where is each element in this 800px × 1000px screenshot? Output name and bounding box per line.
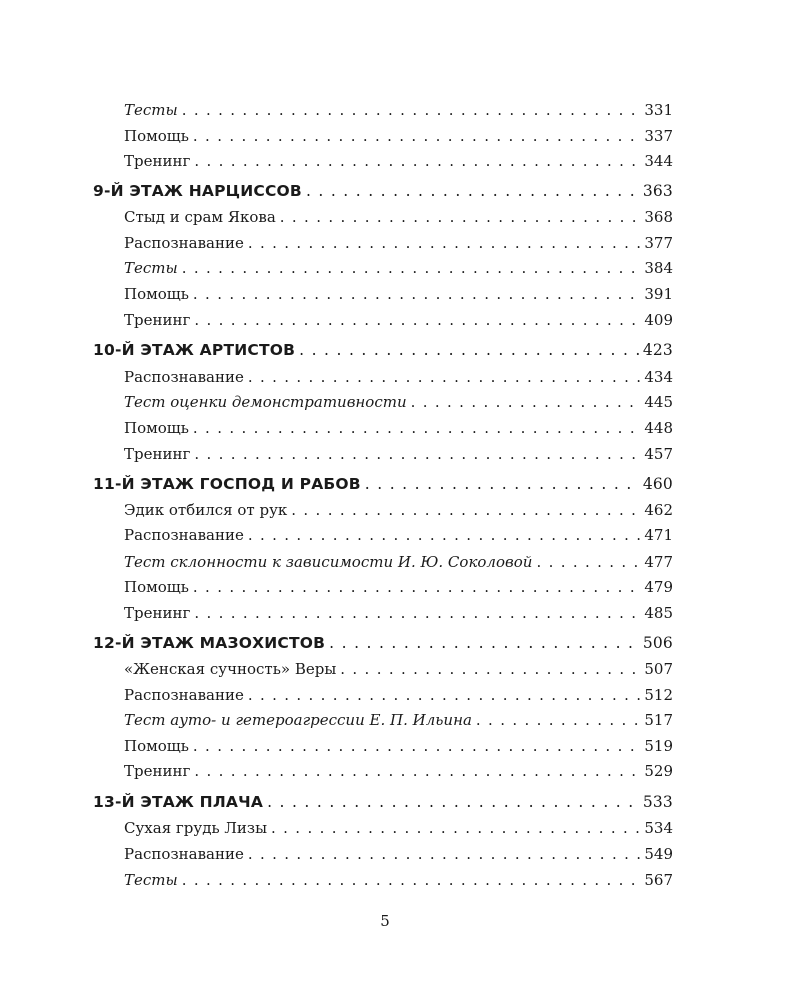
dot-leader [194, 603, 641, 623]
dot-leader [306, 181, 640, 201]
toc-chapter-title: 10-Й ЭТАЖ АРТИСТОВ [93, 341, 296, 359]
toc-entry [124, 761, 673, 781]
toc-entry-page: 533 [642, 793, 673, 811]
toc-entry-title: Эдик отбился от рук [124, 501, 288, 519]
toc-entry-page: 384 [644, 259, 673, 277]
toc-entry [124, 284, 673, 304]
dot-leader [536, 552, 641, 572]
toc-entry-title: Тренинг [124, 762, 191, 780]
dot-leader [182, 258, 642, 278]
toc-entry-title: Распознавание [124, 845, 244, 863]
toc-entry [124, 233, 673, 253]
dot-leader [194, 310, 641, 330]
toc-entry-title: Распознавание [124, 368, 244, 386]
toc-entry-title: Тесты [124, 101, 178, 119]
toc-entry-title: Распознавание [124, 234, 244, 252]
toc-entry-title: Помощь [124, 737, 189, 755]
toc-chapter-title: 13-Й ЭТАЖ ПЛАЧА [93, 793, 264, 811]
toc-entry-page: 337 [644, 127, 673, 145]
dot-leader [476, 710, 641, 730]
dot-leader [280, 207, 642, 227]
toc-entry [124, 525, 673, 545]
toc-entry-page: 506 [642, 634, 673, 652]
toc-entry [124, 577, 673, 597]
toc-entry-page: 519 [644, 737, 673, 755]
toc-entry-page: 448 [644, 419, 673, 437]
dot-leader [411, 392, 642, 412]
dot-leader [340, 659, 641, 679]
toc-entry-title: Тест ауто- и гетероагрессии Е. П. Ильина [124, 711, 472, 729]
dot-leader [182, 100, 642, 120]
dot-leader [248, 844, 642, 864]
toc-entry-page: 477 [644, 553, 673, 571]
toc-entry-page: 331 [644, 101, 673, 119]
toc-entry-page: 391 [644, 285, 673, 303]
toc-entry-page: 409 [644, 311, 673, 329]
toc-entry-title: Тренинг [124, 311, 191, 329]
dot-leader [365, 474, 640, 494]
dot-leader [193, 736, 641, 756]
toc-chapter [93, 340, 673, 360]
toc-entry-title: Помощь [124, 578, 189, 596]
toc-entry-title: Распознавание [124, 526, 244, 544]
toc-entry-page: 534 [644, 819, 673, 837]
toc-entry [124, 418, 673, 438]
toc-entry [124, 126, 673, 146]
toc-entry [124, 100, 673, 120]
toc-entry-page: 517 [644, 711, 673, 729]
toc-chapter [93, 792, 673, 812]
toc-entry-title: Помощь [124, 419, 189, 437]
toc-entry-title: Тренинг [124, 445, 191, 463]
toc-entry-page: 363 [642, 182, 673, 200]
toc-entry [124, 392, 673, 412]
toc-entry-page: 344 [644, 152, 673, 170]
toc-entry-title: Тест склонности к зависимости И. Ю. Соколовой [124, 553, 533, 571]
toc-chapter [93, 474, 673, 494]
toc-entry [124, 310, 673, 330]
toc-entry [124, 870, 673, 890]
toc-entry-title: Тесты [124, 259, 178, 277]
dot-leader [194, 444, 641, 464]
dot-leader [248, 525, 642, 545]
toc-entry-page: 507 [644, 660, 673, 678]
dot-leader [329, 633, 640, 653]
dot-leader [193, 418, 641, 438]
toc-entry [124, 818, 673, 838]
toc-entry-page: 567 [644, 871, 673, 889]
dot-leader [193, 577, 641, 597]
toc-entry-page: 457 [644, 445, 673, 463]
toc-entry [124, 444, 673, 464]
toc-entry [124, 710, 673, 730]
toc-entry [124, 552, 673, 572]
toc-entry [124, 659, 673, 679]
toc-entry-page: 445 [644, 393, 673, 411]
toc-entry-title: Помощь [124, 127, 189, 145]
toc-entry [124, 844, 673, 864]
toc-entry [124, 151, 673, 171]
toc-entry [124, 367, 673, 387]
toc-entry-page: 485 [644, 604, 673, 622]
toc-entry-page: 377 [644, 234, 673, 252]
toc-entry-page: 368 [644, 208, 673, 226]
toc-entry-title: Тренинг [124, 604, 191, 622]
dot-leader [248, 685, 642, 705]
toc-entry [124, 736, 673, 756]
toc-entry-title: Стыд и срам Якова [124, 208, 276, 226]
toc-entry-page: 460 [642, 475, 673, 493]
toc-entry-page: 462 [644, 501, 673, 519]
dot-leader [194, 761, 641, 781]
toc-entry-page: 434 [644, 368, 673, 386]
toc-entry-title: Тесты [124, 871, 178, 889]
toc-entry [124, 685, 673, 705]
page-number: 5 [380, 912, 390, 930]
toc-entry [124, 207, 673, 227]
toc-entry-title: Распознавание [124, 686, 244, 704]
toc-entry-page: 471 [644, 526, 673, 544]
toc-entry-page: 479 [644, 578, 673, 596]
dot-leader [248, 233, 642, 253]
toc-chapter-title: 11-Й ЭТАЖ ГОСПОД И РАБОВ [93, 475, 361, 493]
toc-entry-page: 529 [644, 762, 673, 780]
toc-entry [124, 258, 673, 278]
toc-entry-page: 512 [644, 686, 673, 704]
dot-leader [193, 126, 641, 146]
toc-entry-title: Тест оценки демонстративности [124, 393, 407, 411]
dot-leader [248, 367, 642, 387]
toc-entry-title: Тренинг [124, 152, 191, 170]
toc-entry-title: Помощь [124, 285, 189, 303]
dot-leader [182, 870, 642, 890]
toc-chapter-title: 9-Й ЭТАЖ НАРЦИССОВ [93, 182, 302, 200]
dot-leader [291, 500, 641, 520]
toc-entry [124, 500, 673, 520]
dot-leader [267, 792, 640, 812]
toc-entry-title: Сухая грудь Лизы [124, 819, 268, 837]
dot-leader [193, 284, 641, 304]
toc-entry-page: 549 [644, 845, 673, 863]
toc-entry [124, 603, 673, 623]
toc-entry-page: 423 [642, 341, 673, 359]
toc-chapter [93, 633, 673, 653]
toc-chapter [93, 181, 673, 201]
toc-chapter-title: 12-Й ЭТАЖ МАЗОХИСТОВ [93, 634, 326, 652]
dot-leader [271, 818, 641, 838]
toc-entry-title: «Женская сучность» Веры [124, 660, 337, 678]
dot-leader [194, 151, 641, 171]
dot-leader [299, 340, 640, 360]
